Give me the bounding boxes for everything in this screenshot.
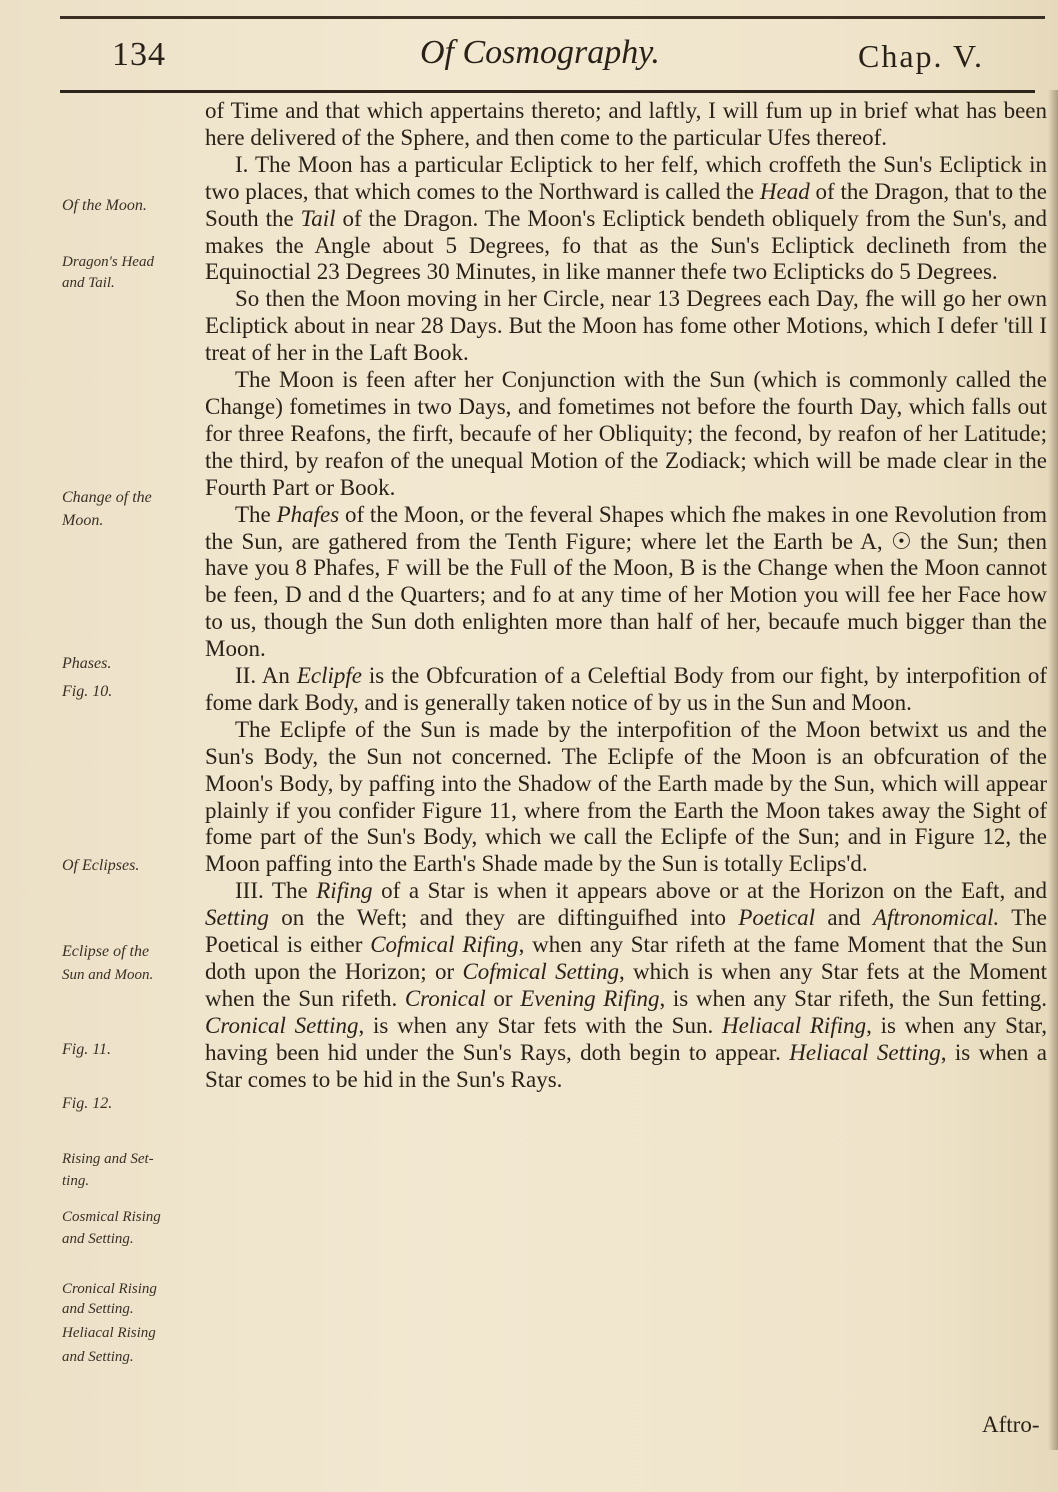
text-run: , is when any Star fets with the Sun. bbox=[358, 1012, 722, 1038]
margin-note: Heliacal Rising bbox=[62, 1325, 156, 1341]
italic-term: Cronical Setting bbox=[205, 1012, 359, 1038]
margin-note: ting. bbox=[62, 1173, 90, 1189]
paragraph: The Phafes of the Moon, or the feveral Shapes which fhe makes in one Revolution from the Sun, are gathered from the Tenth Figure; where let the Earth be A, ☉ the Sun; then have you 8 Phafes, F will be the Full of the Moon, B is the Change when the Moon cannot be feen, D and d the Quarters; and fo at any time of her Motion you will fee her Face how to us, though the Sun doth enlighten more than half of her, becaufe much bigger than the Moon. bbox=[205, 501, 1047, 662]
italic-term: Cofmical Rifing bbox=[370, 932, 519, 958]
running-title: Of Cosmography. bbox=[420, 34, 660, 71]
paragraph: III. The Rifing of a Star is when it appears above or at the Horizon on the Eaft, and Setting on the Weft; and they are diftinguifhed into Poetical and Aftronomical. The Poetical is either Cofmical Rifing, when any Star rifeth at the fame Moment that the Sun doth upon the Horizon; or Cofmical Setting, which is when any Star fets at the Moment when the Sun rifeth. Cronical or Evening Rifing, is when any Star rifeth, the Sun fetting. Cronical Setting, is when any Star fets with the Sun. Heliacal Rifing, is when any Star, having been hid under the Sun's Rays, doth begin to appear. Heliacal Setting, is when a Star comes to be hid in the Sun's Rays. bbox=[205, 878, 1048, 1092]
margin-notes bbox=[0, 0, 210, 1492]
margin-note: Fig. 12. bbox=[62, 1095, 113, 1112]
margin-note: and Setting. bbox=[62, 1301, 134, 1317]
margin-note: and Setting. bbox=[62, 1349, 134, 1365]
paragraph: I. The Moon has a particular Ecliptick to her felf, which croffeth the Sun's Ecliptick in two places, that which comes to the Northward is called the Head of the Dragon, that to the South the Tail of the Dragon. The Moon's Ecliptick bendeth obliquely from the Sun's, and makes the Angle about 5 Degrees, fo that as the Sun's Ecliptick declineth from the Equinoctial 23 Degrees 30 Minutes, in like manner thefe two Eclipticks do 5 Degrees. bbox=[205, 151, 1047, 285]
paragraph: II. An Eclipfe is the Obfcuration of a Celeftial Body from our fight, by interpofition of fome dark Body, and is generally taken notice of by us in the Sun and Moon. bbox=[205, 663, 1047, 715]
margin-note: Rising and Set- bbox=[62, 1151, 154, 1167]
margin-note: and Tail. bbox=[62, 275, 115, 291]
margin-note: Sun and Moon. bbox=[62, 967, 154, 983]
italic-term: Poetical bbox=[738, 905, 815, 931]
text-run: , when any Star rifeth at the fame Moment that the Sun doth upon the Horizon; or bbox=[205, 932, 1047, 984]
margin-note: Of Eclipses. bbox=[62, 857, 140, 874]
body-text bbox=[205, 98, 1047, 1094]
paragraph: The Eclipfe of the Sun is made by the interpofition of the Moon betwixt us and the Sun's Body, the Sun not concerned. The Eclipfe of the Moon is an obfcuration of the Moon's Body, by paffing into the Shadow of the Earth made by the Sun, which will appear plainly if you confider Figure 11, where from the Earth the Moon takes away the Sight of fome part of the Sun's Body, which we call the Eclipfe of the Sun; and in Figure 12, the Moon paffing into the Earth's Shade made by the Sun is totally Eclips'd. bbox=[205, 716, 1047, 877]
margin-note: Eclipse of the bbox=[62, 943, 150, 960]
margin-note: Cronical Rising bbox=[62, 1281, 157, 1297]
text-run: , is when any Star rifeth, the Sun fetting. bbox=[659, 985, 1048, 1011]
text-run: and bbox=[814, 905, 873, 931]
paragraph: The Moon is feen after her Conjunction with the Sun (which is commonly called the Change) fometimes in two Days, and fometimes not before the fourth Day, which falls out for three Reafons, the firft, becaufe of her Obliquity; the fecond, by reafon of her Latitude; the third, by reafon of the unequal Motion of the Zodiack; which will be made clear in the Fourth Part or Book. bbox=[205, 367, 1047, 500]
margin-note: Change of the bbox=[62, 489, 152, 506]
text-run: , which is when any Star fets at the Moment when the Sun rifeth. bbox=[205, 959, 1047, 1011]
margin-note: Cosmical Rising bbox=[62, 1209, 161, 1225]
text-run: , is when any Star, having been hid under the Sun's Rays, doth begin to appear. bbox=[205, 1012, 1048, 1065]
text-run: , is when a Star comes to be hid in the Sun's Rays. bbox=[205, 1039, 1047, 1092]
italic-term: Cofmical Setting bbox=[462, 959, 619, 984]
catchword: Aftro- bbox=[982, 1412, 1040, 1437]
paragraph: of Time and that which appertains thereto; and laftly, I will fum up in brief what has been here delivered of the Sphere, and then come to the particular Ufes thereof. bbox=[205, 98, 1047, 150]
italic-term: Heliacal Rifing bbox=[721, 1012, 867, 1038]
text-run: The Poetical is either bbox=[205, 905, 1047, 958]
margin-note: Phases. bbox=[62, 655, 112, 672]
italic-term: Heliacal Setting bbox=[789, 1039, 941, 1065]
margin-note: Dragon's Head bbox=[62, 254, 154, 270]
margin-note: Moon. bbox=[62, 512, 104, 529]
page-edge-shadow bbox=[1048, 90, 1058, 1450]
italic-term: Evening Rifing bbox=[520, 985, 660, 1011]
margin-note: Fig. 10. bbox=[62, 683, 113, 700]
margin-note: and Setting. bbox=[62, 1231, 134, 1247]
italic-term: Cronical bbox=[404, 985, 486, 1011]
italic-term: Aftronomical. bbox=[872, 905, 1000, 931]
margin-note: Of the Moon. bbox=[62, 197, 147, 214]
chapter-heading: Chap. V. bbox=[858, 38, 984, 74]
paragraph: So then the Moon moving in her Circle, near 13 Degrees each Day, fhe will go her own Ecliptick about in near 28 Days. But the Moon has fome other Motions, which I defer 'till I treat of her in the Laft Book. bbox=[205, 286, 1047, 366]
margin-note: Fig. 11. bbox=[62, 1041, 112, 1058]
text-run: or bbox=[485, 985, 521, 1011]
page-number: 134 bbox=[112, 36, 166, 73]
